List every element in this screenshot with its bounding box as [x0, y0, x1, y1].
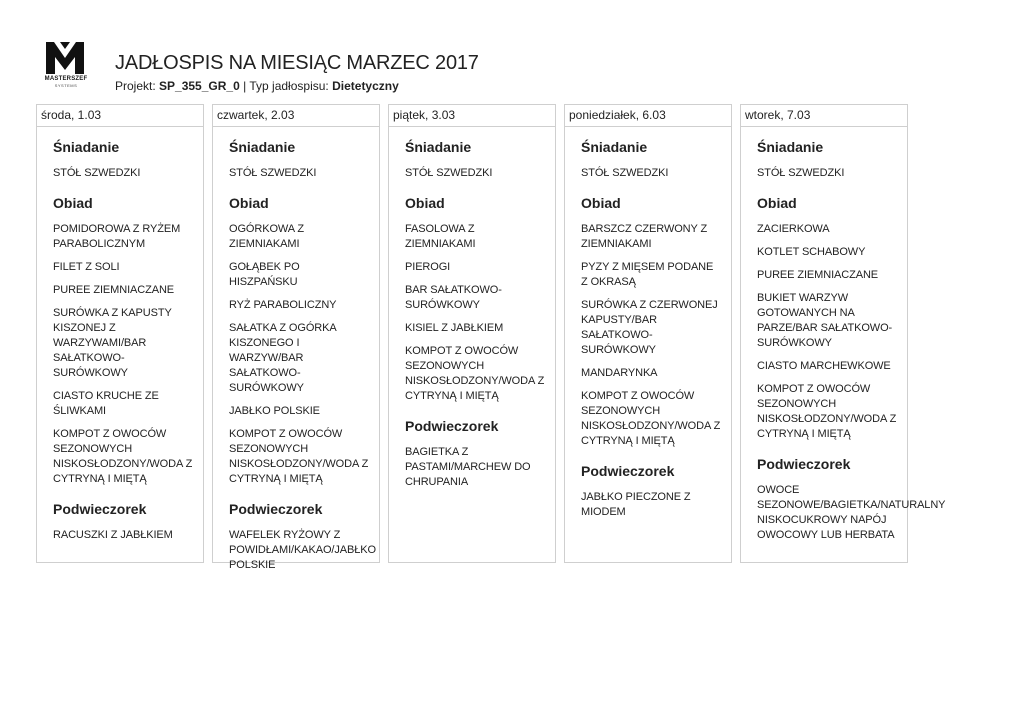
- dish-item: GOŁĄBEK PO HISZPAŃSKU: [229, 261, 300, 288]
- dish-item: BARSZCZ CZERWONY Z ZIEMNIAKAMI: [581, 223, 708, 250]
- dish-item: PUREE ZIEMNIACZANE: [53, 284, 175, 296]
- dish-item: PIEROGI: [405, 261, 451, 273]
- meal-title: Podwieczorek: [581, 463, 675, 479]
- page-subtitle: [115, 79, 399, 93]
- meal-title: Podwieczorek: [757, 456, 851, 472]
- project-value: SP_355_GR_0: [159, 79, 240, 93]
- menu-type-label: Typ jadłospisu:: [249, 79, 329, 93]
- dish-item: STÓŁ SZWEDZKI: [757, 167, 845, 179]
- day-meals: [213, 127, 379, 573]
- dish-item: ZACIERKOWA: [757, 223, 830, 235]
- dish-item: STÓŁ SZWEDZKI: [405, 167, 493, 179]
- dish-item: MANDARYNKA: [581, 367, 658, 379]
- dish-item: BAGIETKA Z PASTAMI/MARCHEW DO CHRUPANIA: [405, 446, 531, 488]
- dish-item: KOMPOT Z OWOCÓW SEZONOWYCH NISKOSŁODZONY/WODA Z CYTRYNĄ I MIĘTĄ: [229, 428, 369, 485]
- meal-title: Obiad: [405, 195, 445, 211]
- dish-item: WAFELEK RYŻOWY Z POWIDŁAMI/KAKAO/JABŁKO POLSKIE: [229, 529, 376, 571]
- day-column: [388, 104, 556, 563]
- project-label: Projekt:: [115, 79, 156, 93]
- dish-item: STÓŁ SZWEDZKI: [53, 167, 141, 179]
- dish-item: BAR SAŁATKOWO-SURÓWKOWY: [405, 284, 502, 311]
- dish-item: FASOLOWA Z ZIEMNIAKAMI: [405, 223, 476, 250]
- dish-item: CIASTO MARCHEWKOWE: [757, 360, 891, 372]
- dish-item: BUKIET WARZYW GOTOWANYCH NA PARZE/BAR SAŁATKOWO-SURÓWKOWY: [757, 292, 893, 349]
- logo-text: MASTERSZEF: [44, 76, 88, 82]
- day-column: [212, 104, 380, 571]
- meal-title: Śniadanie: [581, 139, 648, 155]
- dish-item: JABŁKO PIECZONE Z MIODEM: [581, 491, 691, 518]
- dish-item: KOTLET SCHABOWY: [757, 246, 866, 258]
- dish-item: JABŁKO POLSKIE: [229, 405, 320, 417]
- meal-title: Śniadanie: [229, 139, 296, 155]
- dish-item: RACUSZKI Z JABŁKIEM: [53, 529, 173, 541]
- day-meals: [37, 127, 203, 543]
- day-date: poniedziałek, 6.03: [565, 105, 731, 127]
- dish-item: KOMPOT Z OWOCÓW SEZONOWYCH NISKOSŁODZONY/WODA Z CYTRYNĄ I MIĘTĄ: [405, 345, 545, 402]
- dish-item: SURÓWKA Z KAPUSTY KISZONEJ Z WARZYWAMI/BAR SAŁATKOWO-SURÓWKOWY: [53, 307, 172, 379]
- dish-item: KOMPOT Z OWOCÓW SEZONOWYCH NISKOSŁODZONY/WODA Z CYTRYNĄ I MIĘTĄ: [757, 383, 897, 440]
- dish-item: PYZY Z MIĘSEM PODANE Z OKRASĄ: [581, 261, 714, 288]
- day-column: [564, 104, 732, 563]
- separator: |: [243, 79, 247, 93]
- dish-item: PUREE ZIEMNIACZANE: [757, 269, 879, 281]
- dish-item: SURÓWKA Z CZERWONEJ KAPUSTY/BAR SAŁATKOWO-SURÓWKOWY: [581, 299, 718, 356]
- meal-title: Obiad: [581, 195, 621, 211]
- dish-item: POMIDOROWA Z RYŻEM PARABOLICZNYM: [53, 223, 181, 250]
- menu-days: [36, 104, 982, 571]
- logo-m-icon: [44, 40, 86, 74]
- meal-title: Śniadanie: [757, 139, 824, 155]
- day-meals: [565, 127, 731, 520]
- menu-type-value: Dietetyczny: [332, 79, 399, 93]
- dish-item: KOMPOT Z OWOCÓW SEZONOWYCH NISKOSŁODZONY/WODA Z CYTRYNĄ I MIĘTĄ: [53, 428, 193, 485]
- meal-title: Śniadanie: [53, 139, 120, 155]
- dish-item: KOMPOT Z OWOCÓW SEZONOWYCH NISKOSŁODZONY/WODA Z CYTRYNĄ I MIĘTĄ: [581, 390, 721, 447]
- dish-item: CIASTO KRUCHE ZE ŚLIWKAMI: [53, 390, 159, 417]
- dish-item: KISIEL Z JABŁKIEM: [405, 322, 504, 334]
- day-date: środa, 1.03: [37, 105, 203, 127]
- dish-item: FILET Z SOLI: [53, 261, 120, 273]
- meal-title: Obiad: [757, 195, 797, 211]
- meal-title: Obiad: [229, 195, 269, 211]
- logo-subtext: SYSTEMS: [54, 83, 78, 88]
- meal-title: Obiad: [53, 195, 93, 211]
- meal-title: Śniadanie: [405, 139, 472, 155]
- day-date: czwartek, 2.03: [213, 105, 379, 127]
- dish-item: STÓŁ SZWEDZKI: [229, 167, 317, 179]
- dish-item: OGÓRKOWA Z ZIEMNIAKAMI: [229, 223, 304, 250]
- dish-item: RYŻ PARABOLICZNY: [229, 299, 337, 311]
- meal-title: Podwieczorek: [53, 501, 147, 517]
- day-meals: [741, 127, 946, 543]
- dish-item: OWOCE SEZONOWE/BAGIETKA/NATURALNY NISKOCUKROWY NAPÓJ OWOCOWY LUB HERBATA: [757, 484, 946, 541]
- day-column: [36, 104, 204, 563]
- day-column: [740, 104, 946, 563]
- meal-title: Podwieczorek: [229, 501, 323, 517]
- day-date: piątek, 3.03: [389, 105, 555, 127]
- dish-item: STÓŁ SZWEDZKI: [581, 167, 669, 179]
- day-date: wtorek, 7.03: [741, 105, 907, 127]
- page-title: JADŁOSPIS NA MIESIĄC MARZEC 2017: [115, 52, 479, 74]
- dish-item: SAŁATKA Z OGÓRKA KISZONEGO I WARZYW/BAR SAŁATKOWO-SURÓWKOWY: [229, 322, 337, 394]
- meal-title: Podwieczorek: [405, 418, 499, 434]
- day-meals: [389, 127, 555, 490]
